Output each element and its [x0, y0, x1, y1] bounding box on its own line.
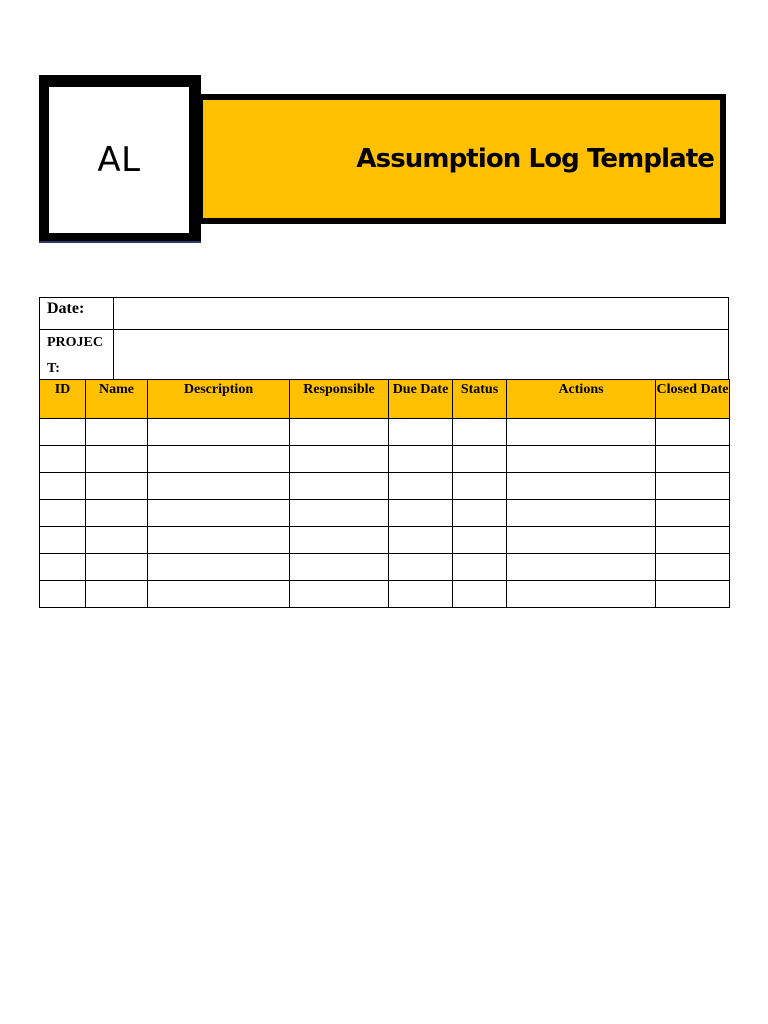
table-cell[interactable]	[389, 554, 453, 581]
table-cell[interactable]	[656, 500, 730, 527]
table-cell[interactable]	[290, 500, 389, 527]
table-row	[40, 527, 730, 554]
table-cell[interactable]	[507, 500, 656, 527]
date-field[interactable]	[114, 298, 729, 330]
title-banner-fill	[203, 100, 720, 218]
table-cell[interactable]	[656, 581, 730, 608]
column-header-id: ID	[40, 380, 86, 419]
table-cell[interactable]	[453, 527, 507, 554]
table-cell[interactable]	[389, 473, 453, 500]
table-body	[40, 419, 730, 608]
date-row	[40, 298, 729, 330]
table-cell[interactable]	[389, 527, 453, 554]
table-cell[interactable]	[453, 500, 507, 527]
table-cell[interactable]	[507, 473, 656, 500]
table-cell[interactable]	[290, 446, 389, 473]
column-header-name: Name	[86, 380, 148, 419]
table-cell[interactable]	[148, 419, 290, 446]
table-cell[interactable]	[148, 554, 290, 581]
table-cell[interactable]	[453, 419, 507, 446]
table-cell[interactable]	[86, 446, 148, 473]
table-cell[interactable]	[40, 581, 86, 608]
table-cell[interactable]	[389, 419, 453, 446]
table-cell[interactable]	[86, 527, 148, 554]
table-cell[interactable]	[389, 446, 453, 473]
table-cell[interactable]	[507, 419, 656, 446]
page-title: Assumption Log Template	[356, 144, 714, 174]
table-cell[interactable]	[86, 581, 148, 608]
table-cell[interactable]	[656, 419, 730, 446]
column-header-due-date: Due Date	[389, 380, 453, 419]
table-cell[interactable]	[453, 446, 507, 473]
date-label: Date:	[40, 298, 114, 330]
column-header-description: Description	[148, 380, 290, 419]
table-cell[interactable]	[507, 446, 656, 473]
table-cell[interactable]	[40, 500, 86, 527]
table-cell[interactable]	[656, 527, 730, 554]
table-cell[interactable]	[40, 554, 86, 581]
table-row	[40, 473, 730, 500]
table-cell[interactable]	[389, 500, 453, 527]
table-cell[interactable]	[290, 527, 389, 554]
project-row	[40, 330, 729, 383]
table-cell[interactable]	[148, 446, 290, 473]
column-header-responsible: Responsible	[290, 380, 389, 419]
table-cell[interactable]	[86, 473, 148, 500]
table-cell[interactable]	[656, 554, 730, 581]
table-cell[interactable]	[148, 500, 290, 527]
logo-text: AL	[49, 87, 189, 233]
column-header-actions: Actions	[507, 380, 656, 419]
table-cell[interactable]	[290, 554, 389, 581]
table-cell[interactable]	[453, 473, 507, 500]
table-row	[40, 554, 730, 581]
table-cell[interactable]	[148, 473, 290, 500]
project-field[interactable]	[114, 330, 729, 383]
table-row	[40, 446, 730, 473]
table-cell[interactable]	[148, 581, 290, 608]
column-header-status: Status	[453, 380, 507, 419]
table-cell[interactable]	[656, 446, 730, 473]
table-cell[interactable]	[86, 500, 148, 527]
table-cell[interactable]	[290, 419, 389, 446]
table-cell[interactable]	[507, 581, 656, 608]
table-cell[interactable]	[86, 554, 148, 581]
title-banner	[197, 94, 726, 224]
table-cell[interactable]	[40, 446, 86, 473]
table-cell[interactable]	[290, 581, 389, 608]
table-cell[interactable]	[40, 419, 86, 446]
table-cell[interactable]	[290, 473, 389, 500]
assumption-log-table	[39, 379, 730, 608]
project-label: PROJECT:	[40, 330, 114, 383]
table-cell[interactable]	[453, 581, 507, 608]
table-cell[interactable]	[86, 419, 148, 446]
meta-table	[39, 297, 729, 383]
table-cell[interactable]	[453, 554, 507, 581]
table-cell[interactable]	[656, 473, 730, 500]
table-cell[interactable]	[148, 527, 290, 554]
table-cell[interactable]	[40, 527, 86, 554]
table-cell[interactable]	[389, 581, 453, 608]
table-row	[40, 500, 730, 527]
table-cell[interactable]	[40, 473, 86, 500]
table-row	[40, 419, 730, 446]
column-header-closed-date: Closed Date	[656, 380, 730, 419]
table-cell[interactable]	[507, 554, 656, 581]
table-cell[interactable]	[507, 527, 656, 554]
table-row	[40, 581, 730, 608]
logo-box	[39, 75, 201, 243]
table-header-row	[40, 380, 730, 419]
